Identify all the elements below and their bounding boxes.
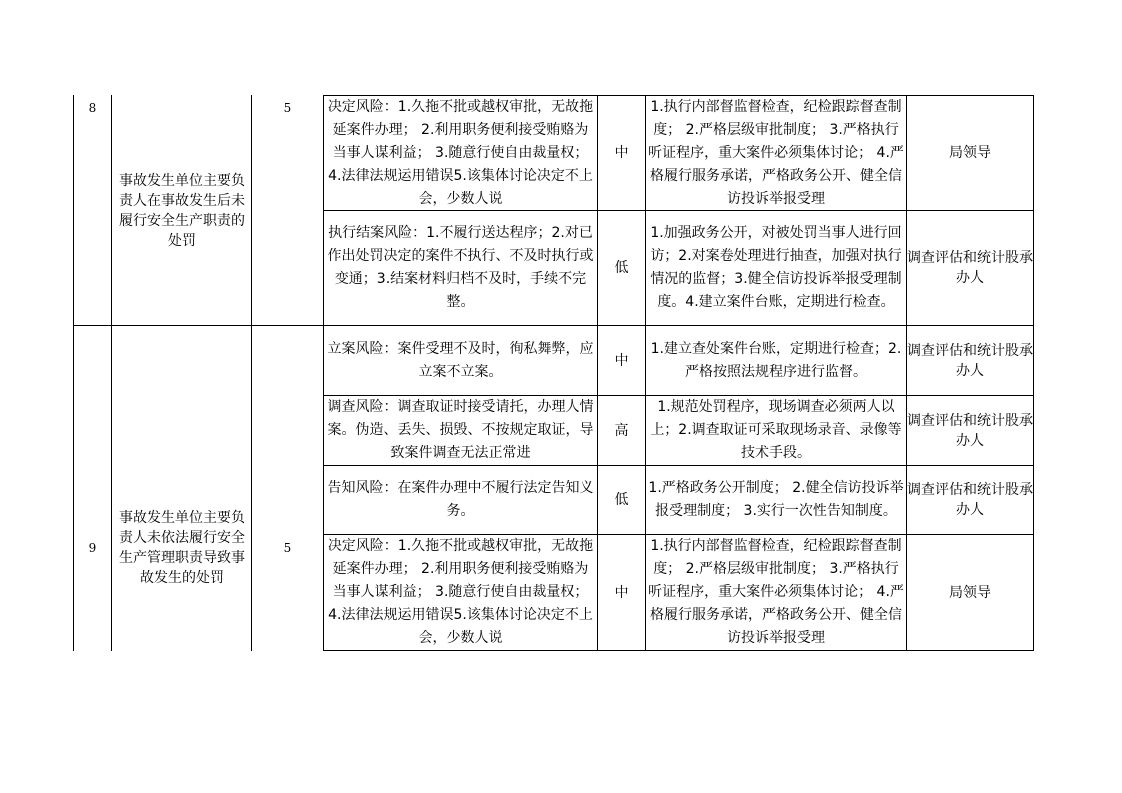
- responsible-party: 调查评估和统计股承办人: [907, 342, 1033, 379]
- risk-description: 决定风险：1.久拖不批或越权审批，无故拖延案件办理； 2.利用职务便利接受贿赂为当事人谋利益； 3.随意行使自由裁量权； 4.法律法规运用错误5.该集体讨论决定不上会，少数人说: [327, 538, 594, 646]
- risk-level: 低: [614, 260, 629, 276]
- prevention-measures: 1.执行内部督监督检查，纪检跟踪督查制度； 2.严格层级审批制度； 3.严格执行听证程序，重大案件必须集体讨论； 4.严格履行服务承诺，严格政务公开、健全信访投诉举报受理: [648, 538, 904, 646]
- risk-level: 中: [614, 584, 629, 601]
- row-number: 9: [88, 540, 97, 555]
- item-name: 事故发生单位主要负责人未依法履行安全生产管理职责导致事故发生的处罚: [119, 509, 245, 586]
- responsible-party: 局领导: [949, 145, 991, 161]
- risk-level: 低: [614, 492, 629, 508]
- risk-count: 5: [283, 540, 292, 555]
- prevention-measures: 1.建立查处案件台账，定期进行检查；2.严格按照法规程序进行监督。: [650, 340, 902, 380]
- risk-level: 中: [614, 352, 629, 369]
- risk-description: 决定风险：1.久拖不批或越权审批，无故拖延案件办理； 2.利用职务便利接受贿赂为当事人谋利益； 3.随意行使自由裁量权； 4.法律法规运用错误5.该集体讨论决定不上会，少数人说: [327, 98, 594, 207]
- responsible-party: 局领导: [949, 584, 991, 601]
- row-number: 8: [88, 101, 97, 115]
- risk-level: 高: [614, 422, 629, 439]
- risk-description: 立案风险：案件受理不及时，徇私舞弊，应立案不立案。: [327, 340, 594, 380]
- col-border-2: [111, 95, 112, 651]
- row-border-bottom: [323, 650, 1034, 651]
- risk-description: 告知风险：在案件办理中不履行法定告知义务。: [327, 480, 594, 519]
- col-border-8: [1033, 95, 1034, 651]
- item-name: 事故发生单位主要负责人在事故发生后未履行安全生产职责的处罚: [119, 172, 245, 249]
- risk-level: 中: [614, 145, 629, 161]
- risk-description: 调查风险：调查取证时接受请托，办理人情案。伪造、丢失、损毁、不按规定取证，导致案件调查无法正常进: [327, 399, 594, 461]
- responsible-party: 调查评估和统计股承办人: [907, 412, 1033, 449]
- responsible-party: 调查评估和统计股承办人: [907, 482, 1033, 518]
- prevention-measures: 1.执行内部督监督检查，纪检跟踪督查制度； 2.严格层级审批制度； 3.严格执行听证程序，重大案件必须集体讨论； 4.严格履行服务承诺，严格政务公开、健全信访投诉举报受理: [648, 98, 904, 207]
- prevention-measures: 1.加强政务公开，对被处罚当事人进行回访；2.对案卷处理进行抽查，加强对执行情况的监督；3.健全信访投诉举报受理制度。4.建立案件台账，定期进行检查。: [650, 225, 902, 310]
- risk-count: 5: [283, 101, 292, 115]
- prevention-measures: 1.严格政务公开制度； 2.健全信访投诉举报受理制度； 3.实行一次性告知制度。: [648, 480, 904, 519]
- responsible-party: 调查评估和统计股承办人: [907, 250, 1033, 286]
- risk-description: 执行结案风险：1.不履行送达程序；2.对已作出处罚决定的案件不执行、不及时执行或变通；3.结案材料归档不及时，手续不完整。: [327, 225, 594, 310]
- prevention-measures: 1.规范处罚程序，现场调查必须两人以上；2.调查取证可采取现场录音、录像等技术手段。: [650, 399, 902, 461]
